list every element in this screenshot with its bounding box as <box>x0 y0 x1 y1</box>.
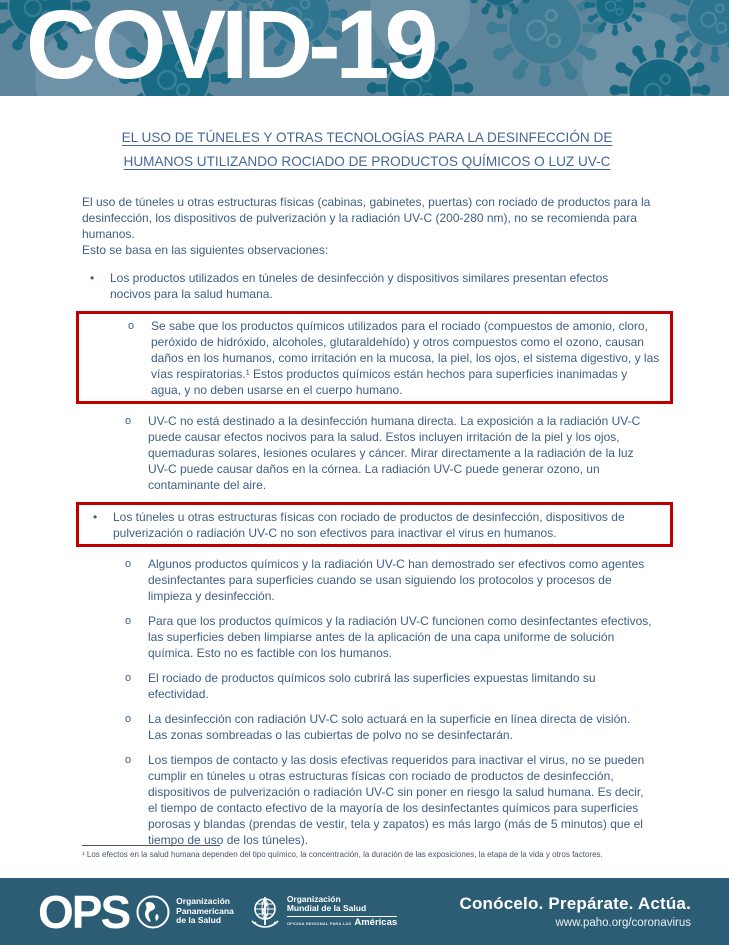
sub-bullet-item-2 <box>82 413 652 493</box>
highlight-box-2 <box>76 502 673 547</box>
document-body <box>82 120 660 857</box>
campaign-tagline: Conócelo. Prepárate. Actúa. <box>459 894 691 913</box>
who-name-line: Organización <box>286 893 341 904</box>
sub-bullet-text: UV-C no está destinado a la desinfección humana directa. La exposición a la radiación UV-C puede causar efectos nocivos para la salud. Estos incluyen irritación de la piel y los ojos, quemaduras solares, lesiones oculares y cáncer. Mirar directamente a la radiación de la luz UV-C puede causar daños en la córnea. La radiación UV-C puede generar ozono, un contaminante del aire. <box>148 414 641 492</box>
sub-bullet-marker: o <box>128 320 135 332</box>
campaign-url[interactable]: www.paho.org/coronavirus <box>555 917 691 929</box>
sub-bullet-text: Los tiempos de contacto y las dosis efectivas requeridos para inactivar el virus, no se pueden cumplir en túneles u otras estructuras físicas con rociado de productos de desinfección, dispositivos de pulverización o radiación UV-C sin poner en riesgo la salud humana. Es decir, el tiempo de contacto efectivo de la mayoría de los desinfectantes químicos para superficies porosas y blandas (prendas de vestir, tela y zapatos) es más largo (más de 5 minutos) que el tiempo de uso de los túneles). <box>148 753 645 847</box>
sub-bullet-marker: o <box>125 754 132 766</box>
sub-bullet-marker: o <box>125 615 132 627</box>
footnote-text: ¹ Los efectos en la salud humana dependen del tipo químico, la concentración, la duración de las exposiciones, la etapa de la vida y otros factores. <box>82 850 603 859</box>
intro-paragraph: El uso de túneles u otras estructuras físicas (cabinas, gabinetes, puertas) con rociado de productos para la desinfección, los dispositivos de pulverización y la radiación UV-C (200-280 nm), no se recomienda para humanos. <box>82 195 651 241</box>
covid-banner <box>0 0 729 99</box>
who-region-office-label: OFICINA REGIONAL PARA LAS <box>286 920 352 926</box>
bullet-marker: • <box>90 271 95 285</box>
sub-bullet-text: Algunos productos químicos y la radiación UV-C han demostrado ser efectivos como agentes desinfectantes para superficies cuando se usan siguiendo los protocolos y procesos de limpieza y desinfección. <box>148 557 645 603</box>
paho-name-line: Organización <box>176 896 230 907</box>
sub-bullet-marker: o <box>125 415 132 427</box>
sub-bullet-item-5 <box>82 670 652 702</box>
paho-name-line: Panamericana <box>176 905 234 916</box>
paho-logo-block <box>135 894 234 930</box>
sub-bullet-item-1 <box>85 318 660 398</box>
banner-title: COVID-19 <box>26 0 434 99</box>
sub-bullet-text: La desinfección con radiación UV-C solo actuará en la superficie en línea directa de visión. Las zonas sombreadas o las cubiertas de polvo no se desinfectarán. <box>148 712 631 742</box>
bullet-marker: • <box>93 510 98 524</box>
who-name <box>287 895 397 929</box>
sub-bullet-marker: o <box>125 672 132 684</box>
bullet-text: Los túneles u otras estructuras físicas con rociado de productos de desinfección, dispositivos de pulverización o radiación UV-C no son efectivos para inactivar el virus en humanos. <box>113 510 625 540</box>
paho-emblem-icon <box>135 894 171 930</box>
sub-bullet-marker: o <box>125 713 132 725</box>
who-region-row <box>287 916 397 929</box>
sub-bullet-item-3 <box>82 556 652 604</box>
footnote-divider <box>82 845 220 846</box>
bullet-item-1 <box>82 270 652 302</box>
sub-bullet-item-4 <box>82 613 652 661</box>
page-footer <box>0 878 729 945</box>
highlight-box-1 <box>76 311 673 404</box>
document-title-line1: EL USO DE TÚNELES Y OTRAS TECNOLOGÍAS PARA LA DESINFECCIÓN DE <box>121 130 613 145</box>
document-title <box>92 126 642 174</box>
sub-bullet-text: El rociado de productos químicos solo cubrirá las superficies expuestas limitando su efectividad. <box>148 671 596 701</box>
sub-bullet-text: Se sabe que los productos químicos utilizados para el rociado (compuestos de amonio, cloro, peróxido de hidróxido, alcoholes, glutaraldehído) y otros compuestos como el ozono, causan daños en los humanos, como irritación en la mucosa, la piel, los ojos, el sistema digestivo, y las vías respiratorias.¹ Estos productos químicos están hechos para superficies inanimadas y agua, y no deben usarse en el cuerpo humano. <box>151 319 660 397</box>
bullet-text: Los productos utilizados en túneles de desinfección y dispositivos similares presentan efectos nocivos para la salud humana. <box>110 271 609 301</box>
sub-bullet-text: Para que los productos químicos y la radiación UV-C funcionen como desinfectantes efectivos, las superficies deben limpiarse antes de la aplicación de una capa uniforme de solución química. Esto no es factible con los humanos. <box>148 614 652 660</box>
who-logo-block <box>248 895 397 929</box>
paho-name-line: de la Salud <box>176 915 222 926</box>
sub-bullet-marker: o <box>125 558 132 570</box>
paho-name <box>176 897 234 926</box>
ops-logo: OPS <box>38 885 130 938</box>
who-region-name: Américas <box>354 916 398 928</box>
bullet-item-2 <box>85 509 660 541</box>
who-emblem-icon <box>248 895 282 929</box>
footnote-section <box>82 845 652 860</box>
intro-lead-in: Esto se basa en las siguientes observaciones: <box>82 243 329 257</box>
sub-bullet-item-7 <box>82 752 652 848</box>
sub-bullet-item-6 <box>82 711 652 743</box>
footer-campaign <box>460 894 692 929</box>
document-title-line2: HUMANOS UTILIZANDO ROCIADO DE PRODUCTOS QUÍMICOS O LUZ UV-C <box>123 154 611 169</box>
who-name-line: Mundial de la Salud <box>286 903 367 914</box>
